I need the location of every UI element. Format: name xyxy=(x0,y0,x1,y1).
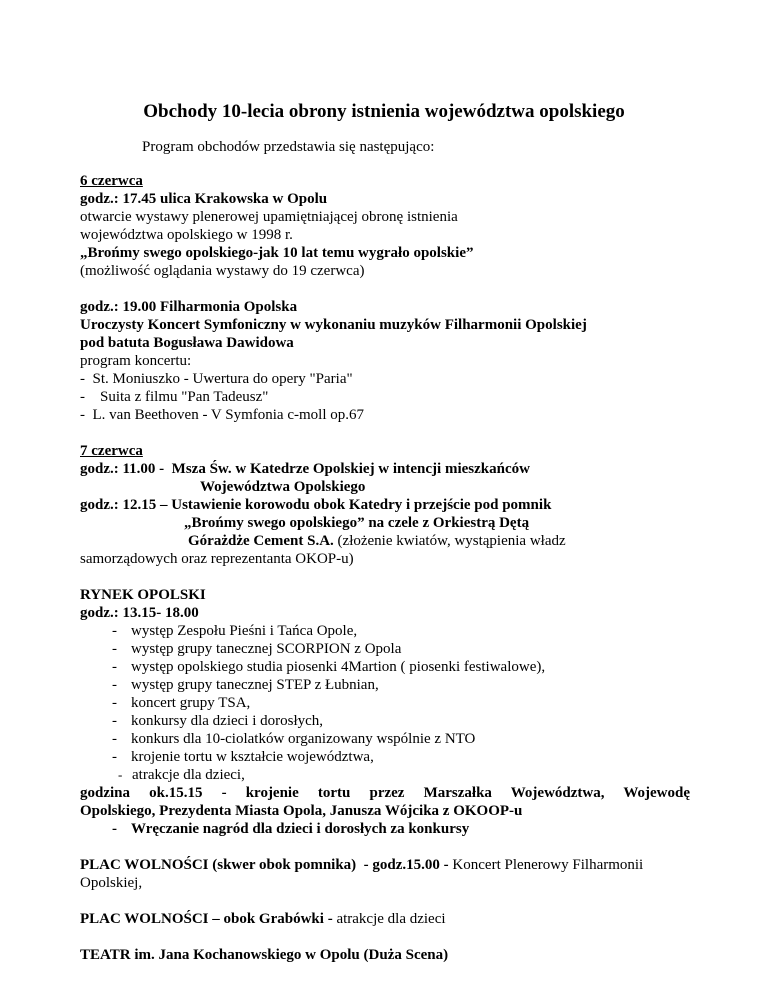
event1-time-place: godz.: 17.45 ulica Krakowska w Opolu xyxy=(80,191,328,207)
list-item-text: występ opolskiego studia piosenki 4Martion ( piosenki festiwalowe), xyxy=(131,659,546,675)
event1-desc-line1: otwarcie wystawy plenerowej upamiętniającej obronę istnienia xyxy=(80,209,458,225)
dash-bullet: - xyxy=(112,659,117,675)
intro-text: Program obchodów przedstawia się następująco: xyxy=(142,139,435,155)
rynek-heading: RYNEK OPOLSKI xyxy=(80,587,206,603)
plac1-line2: Opolskiej, xyxy=(80,875,143,891)
parade-sponsor: Górażdże Cement S.A. xyxy=(188,533,334,549)
list-item xyxy=(80,712,690,730)
list-item xyxy=(80,766,690,784)
program-item: - St. Moniuszko - Uwertura do opery "Paria" xyxy=(80,371,353,387)
parade-line1: godz.: 12.15 – Ustawienie korowodu obok Katedry i przejście pod pomnik xyxy=(80,497,552,513)
plac1-line1 xyxy=(80,856,690,874)
plac1-heading: PLAC WOLNOŚCI (skwer obok pomnika) - godz.15.00 - xyxy=(80,857,453,873)
list-item xyxy=(80,694,690,712)
awards-line xyxy=(80,820,690,838)
list-item-text: krojenie tortu w kształcie województwa, xyxy=(131,749,374,765)
plac1-desc: Koncert Plenerowy Filharmonii xyxy=(452,857,644,873)
program-item: - L. van Beethoven - V Symfonia c-moll op.67 xyxy=(80,407,364,423)
dash-bullet: - xyxy=(112,677,117,693)
cake-line1: godzina ok.15.15 - krojenie tortu przez Marszałka Województwa, Wojewodę xyxy=(80,785,690,801)
list-item xyxy=(80,676,690,694)
list-item xyxy=(80,748,690,766)
dash-bullet: - xyxy=(112,731,117,747)
dash-bullet: - xyxy=(112,821,117,837)
parade-line4: samorządowych oraz reprezentanta OKOP-u) xyxy=(80,551,354,567)
list-item-text: występ Zespołu Pieśni i Tańca Opole, xyxy=(131,623,358,639)
event1-desc-line2: województwa opolskiego w 1998 r. xyxy=(80,227,293,243)
event2-line1: Uroczysty Koncert Symfoniczny w wykonaniu muzyków Filharmonii Opolskiej xyxy=(80,317,587,333)
parade-line3 xyxy=(80,532,690,550)
event1-note: (możliwość oglądania wystawy do 19 czerwca) xyxy=(80,263,365,279)
awards-text: Wręczanie nagród dla dzieci i dorosłych za konkursy xyxy=(131,821,470,837)
event2-line2: pod batuta Bogusława Dawidowa xyxy=(80,335,294,351)
dash-bullet: - xyxy=(112,749,117,765)
plac2-line xyxy=(80,910,690,928)
list-item xyxy=(80,640,690,658)
mass-line2: Województwa Opolskiego xyxy=(200,479,366,495)
list-item xyxy=(80,622,690,640)
program-label: program koncertu: xyxy=(80,353,192,369)
cake-line2: Opolskiego, Prezydenta Miasta Opola, Janusza Wójcika z OKOOP-u xyxy=(80,803,523,819)
plac2-heading: PLAC WOLNOŚCI – obok Grabówki - xyxy=(80,911,337,927)
list-item-text: występ grupy tanecznej SCORPION z Opola xyxy=(131,641,402,657)
list-item-text: konkursy dla dzieci i dorosłych, xyxy=(131,713,324,729)
dash-bullet: - xyxy=(112,641,117,657)
teatr-heading: TEATR im. Jana Kochanowskiego w Opolu (Duża Scena) xyxy=(80,947,449,963)
list-item-text: konkurs dla 10-ciolatków organizowany wspólnie z NTO xyxy=(131,731,476,747)
day2-date: 7 czerwca xyxy=(80,443,143,459)
mass-line1: godz.: 11.00 - Msza Św. w Katedrze Opolskiej w intencji mieszkańców xyxy=(80,461,530,477)
list-item-text: występ grupy tanecznej STEP z Łubnian, xyxy=(131,677,379,693)
dash-bullet: - xyxy=(112,695,117,711)
dash-bullet: - xyxy=(112,713,117,729)
parade-line3-rest: (złożenie kwiatów, wystąpienia władz xyxy=(333,533,566,549)
program-item: - Suita z filmu "Pan Tadeusz" xyxy=(80,389,269,405)
list-item-text: koncert grupy TSA, xyxy=(131,695,251,711)
parade-line2: „Brońmy swego opolskiego” na czele z Orkiestrą Dętą xyxy=(184,515,530,531)
rynek-time: godz.: 13.15- 18.00 xyxy=(80,605,199,621)
day1-date: 6 czerwca xyxy=(80,173,143,189)
rynek-list xyxy=(80,622,690,784)
dash-bullet: - xyxy=(112,623,117,639)
list-item-text: atrakcje dla dzieci, xyxy=(132,767,245,783)
event2-time-place: godz.: 19.00 Filharmonia Opolska xyxy=(80,299,298,315)
list-item xyxy=(80,730,690,748)
document-title: Obchody 10-lecia obrony istnienia województwa opolskiego xyxy=(143,101,625,122)
document-body xyxy=(80,172,690,964)
dash-bullet: - xyxy=(118,767,123,782)
list-item xyxy=(80,658,690,676)
event1-slogan: „Brońmy swego opolskiego-jak 10 lat temu wygrało opolskie” xyxy=(80,245,474,261)
plac2-desc: atrakcje dla dzieci xyxy=(336,911,446,927)
